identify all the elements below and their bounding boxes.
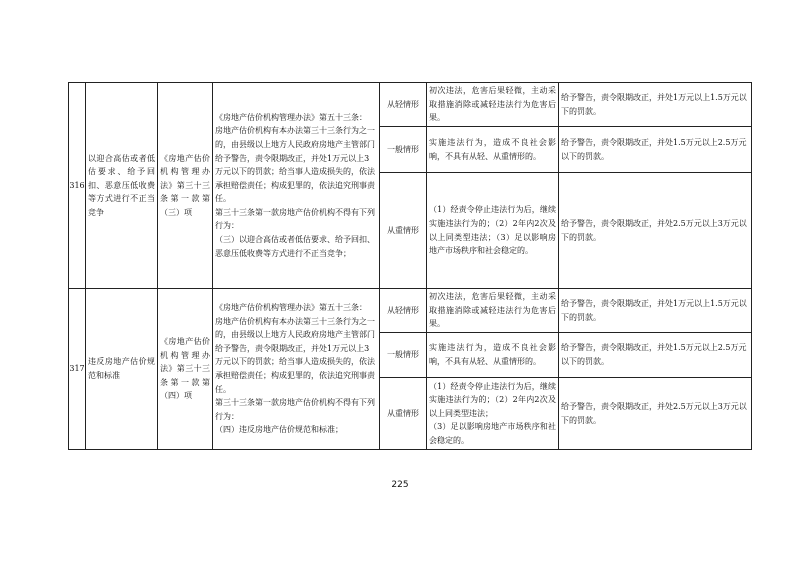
severity-level: 从轻情形	[380, 83, 427, 127]
violation-description: 以迎合高估或者低估要求、给予回扣、恶意压低收费等方式进行不正当竞争	[86, 83, 158, 289]
penalty-standard: 给予警告，责令限期改正，并处1.5万元以上2.5万元以下的罚款。	[559, 127, 752, 173]
page-number: 225	[391, 480, 409, 490]
severity-level: 从重情形	[380, 378, 427, 450]
severity-condition: （1）经责令停止违法行为后，继续实施违法行为的；（2）2年内2次及以上同类型违法；（3）足以影响房地产市场秩序和社会稳定的。	[427, 173, 559, 289]
severity-condition: （1）经责令停止违法行为后，继续实施违法行为的；（2）2年内2次及以上同类型违法； （3）足以影响房地产市场秩序和社会稳定的。	[427, 378, 559, 450]
severity-level: 一般情形	[380, 333, 427, 378]
severity-condition: 初次违法，危害后果轻微，主动采取措施消除或减轻违法行为危害后果。	[427, 289, 559, 333]
penalty-standard: 给予警告，责令限期改正，并处2.5万元以上3万元以下的罚款。	[559, 378, 752, 450]
severity-level: 从重情形	[380, 173, 427, 289]
table-row	[69, 83, 752, 127]
severity-level: 从轻情形	[380, 289, 427, 333]
legal-basis: 《房地产估价机构管理办法》第三十三条第一款第（四）项	[158, 289, 213, 450]
table-row	[69, 289, 752, 333]
severity-condition: 实施违法行为，造成不良社会影响，不具有从轻、从重情形的。	[427, 333, 559, 378]
item-number: 317	[69, 289, 86, 450]
penalty-standard: 给予警告，责令限期改正，并处1.5万元以上2.5万元以下的罚款。	[559, 333, 752, 378]
legal-basis: 《房地产估价机构管理办法》第三十三条第一款第（三）项	[158, 83, 213, 289]
penalty-standard: 给予警告，责令限期改正，并处1万元以上1.5万元以下的罚款。	[559, 83, 752, 127]
penalty-law-text: 《房地产估价机构管理办法》第五十三条： 房地产估价机构有本办法第三十三条行为之一的，由县级以上地方人民政府房地产主管部门给予警告，责令限期改正，并处1万元以上3万元以下的罚款；给当事人造成损失的，依法承担赔偿责任；构成犯罪的，依法追究刑事责任。 第三十三条第一款房地产估价机构不得有下列行为： （三）以迎合高估或者低估要求、给予回扣、恶意压低收费等方式进行不正当竞争；	[213, 83, 380, 289]
penalty-standard: 给予警告，责令限期改正，并处2.5万元以上3万元以下的罚款。	[559, 173, 752, 289]
severity-level: 一般情形	[380, 127, 427, 173]
penalty-law-text: 《房地产估价机构管理办法》第五十三条： 房地产估价机构有本办法第三十三条行为之一的，由县级以上地方人民政府房地产主管部门给予警告，责令限期改正，并处1万元以上3万元以下的罚款；给当事人造成损失的，依法承担赔偿责任；构成犯罪的，依法追究刑事责任。 第三十三条第一款房地产估价机构不得有下列行为： （四）违反房地产估价规范和标准；	[213, 289, 380, 450]
severity-condition: 初次违法，危害后果轻微，主动采取措施消除或减轻违法行为危害后果。	[427, 83, 559, 127]
violation-description: 违反房地产估价规范和标准	[86, 289, 158, 450]
severity-condition: 实施违法行为，造成不良社会影响，不具有从轻、从重情形的。	[427, 127, 559, 173]
item-number: 316	[69, 83, 86, 289]
penalty-standards-table	[68, 82, 752, 450]
penalty-standard: 给予警告，责令限期改正，并处1万元以上1.5万元以下的罚款。	[559, 289, 752, 333]
